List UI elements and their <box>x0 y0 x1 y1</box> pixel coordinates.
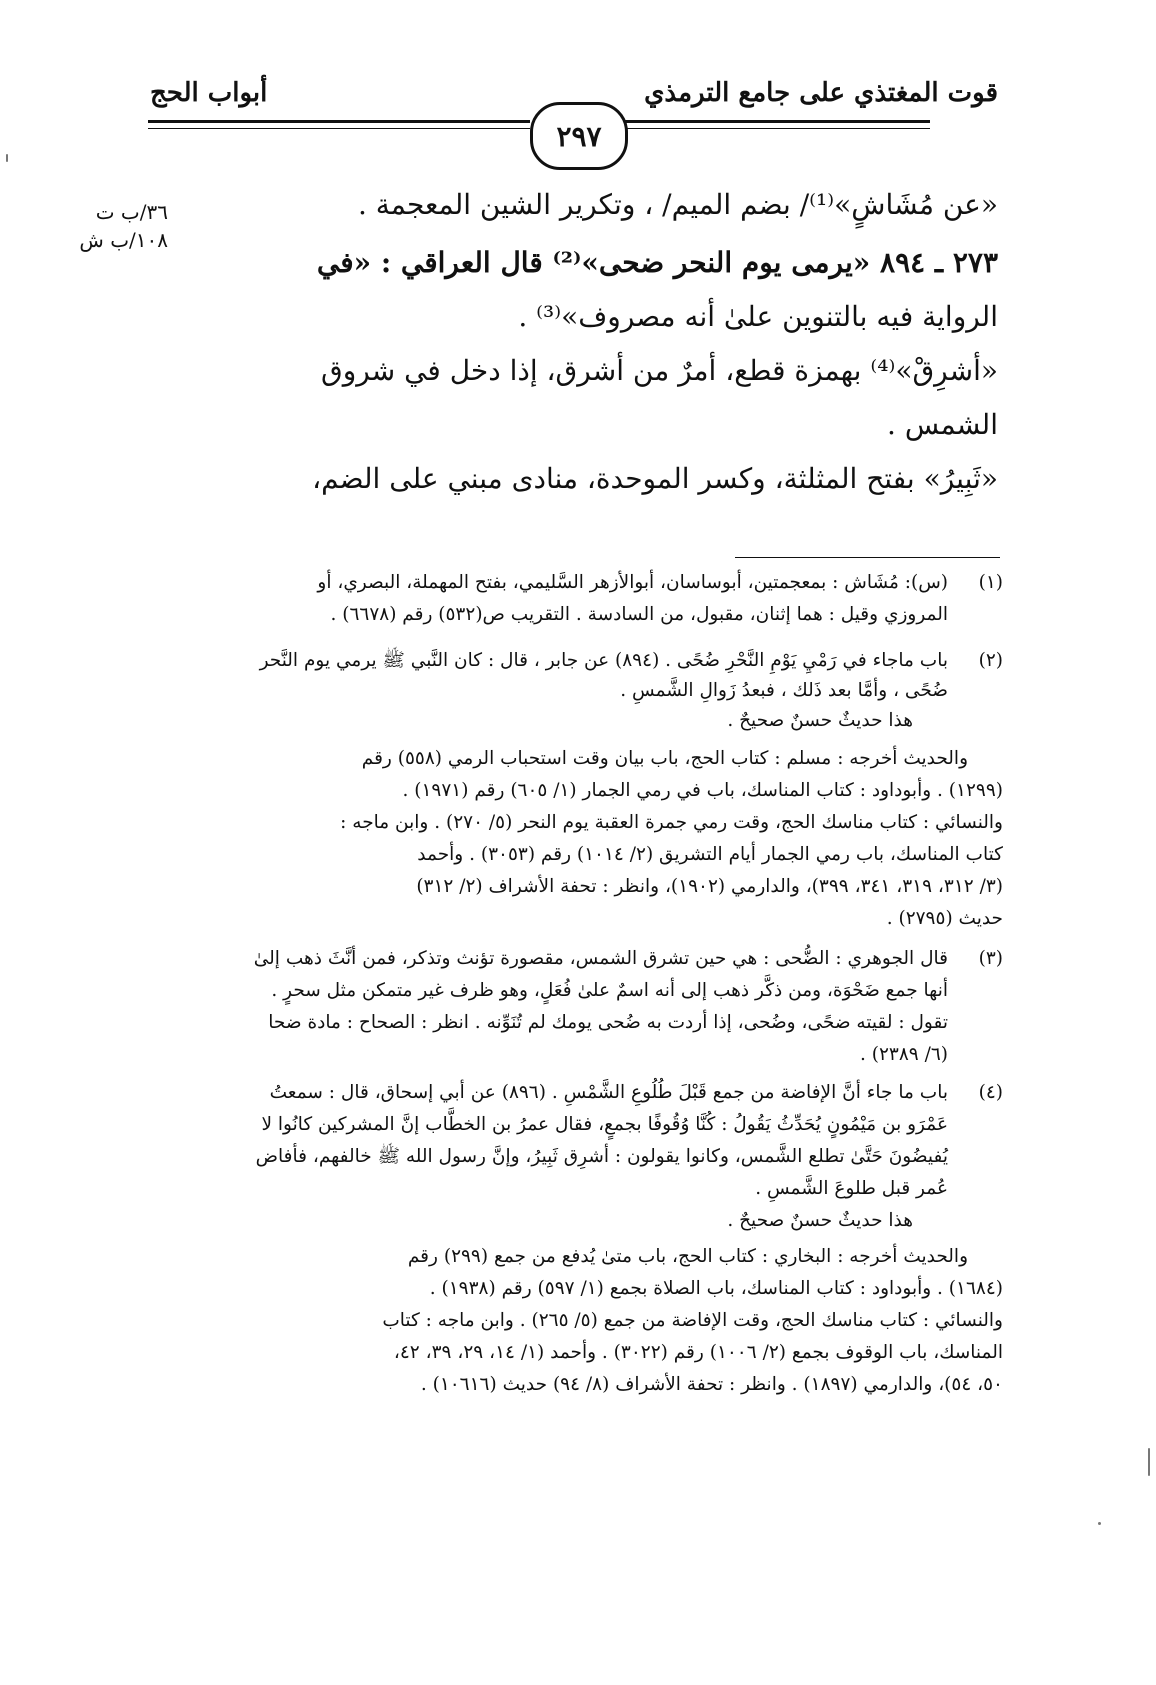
main-text <box>168 180 998 510</box>
footnote-line: (٦/ ٢٣٨٩) . <box>859 1044 948 1065</box>
footnote-line: حديث (٢٧٩٥) . <box>886 908 1003 929</box>
footnote-line: هذا حديثٌ حسنٌ صحيحٌ . <box>727 710 913 731</box>
header-rule-right-bottom <box>622 128 930 129</box>
footnote-separator <box>735 557 1000 558</box>
footnote-line: (٣/ ٣١٢، ٣١٩، ٣٤١، ٣٩٩)، والدارمي (١٩٠٢)، وانظر : تحفة الأشراف (٢/ ٣١٢) <box>416 876 1003 897</box>
footnote-line: تقول : لقيته ضحًى، وضُحى، إذا أردت به ضُحى يومك لم تُنَوِّنه . انظر : الصحاح : مادة ضحا <box>268 1012 948 1033</box>
header-rule-right-top <box>622 120 930 123</box>
body-line: الشمس . <box>887 408 998 441</box>
footnote-line: والنسائي : كتاب مناسك الحج، وقت رمي جمرة العقبة يوم النحر (٥/ ٢٧٠) . وابن ماجه : <box>340 812 1003 833</box>
footnote-line: (١٦٨٤) . وأبوداود : كتاب المناسك، باب الصلاة بجمع (١/ ٥٩٧) رقم (١٩٣٨) . <box>429 1278 1003 1299</box>
footnote-number: (٣) <box>978 948 1003 969</box>
footnote-number: (١) <box>978 572 1003 593</box>
footnote-line: باب ما جاء أنَّ الإفاضة من جمع قَبْلَ طُلُوعِ الشَّمْسِ . (٨٩٦) عن أبي إسحاق، قال : سمعتُ <box>269 1082 948 1103</box>
body-line: «أشرِقْ»⁽⁴⁾ بهمزة قطع، أمرٌ من أشرق، إذا دخل في شروق <box>321 354 998 387</box>
margin-note: ٣٦/ب ت <box>95 200 168 224</box>
header-rule-left-top <box>148 120 530 123</box>
footnote-line: والحديث أخرجه : مسلم : كتاب الحج، باب بيان وقت استحباب الرمي (٥٥٨) رقم <box>361 748 968 769</box>
body-line: ٢٧٣ ـ ٨٩٤ «يرمى يوم النحر ضحى»⁽²⁾ قال العراقي : «في <box>316 246 998 279</box>
footnote-number: (٤) <box>978 1082 1003 1103</box>
book-title: قوت المغتذي على جامع الترمذي <box>644 78 998 108</box>
footnote-number: (٢) <box>978 650 1003 671</box>
footnote-line: المروزي وقيل : هما إثنان، مقبول، من السادسة . التقريب ص(٥٣٢) رقم (٦٦٧٨) . <box>330 604 948 625</box>
header-rule-left-bottom <box>148 128 530 129</box>
page-number: ٢٩٧ <box>530 102 628 170</box>
scan-speck-icon <box>6 154 8 162</box>
footnote-line: كتاب المناسك، باب رمي الجمار أيام التشريق (٢/ ١٠١٤) رقم (٣٠٥٣) . وأحمد <box>417 844 1003 865</box>
body-line: «ثَبِيرُ» بفتح المثلثة، وكسر الموحدة، منادى مبني على الضم، <box>312 462 998 495</box>
footnote-line: والحديث أخرجه : البخاري : كتاب الحج، باب متىٰ يُدفع من جمع (٢٩٩) رقم <box>407 1246 968 1267</box>
footnote-line: والنسائي : كتاب مناسك الحج، وقت الإفاضة من جمع (٥/ ٢٦٥) . وابن ماجه : كتاب <box>382 1310 1003 1331</box>
margin-note: ١٠٨/ب ش <box>79 228 168 252</box>
scan-speck-icon <box>1098 1522 1101 1525</box>
footnote-line: يُفيضُونَ حَتَّىٰ تطلع الشَّمس، وكانوا يقولون : أشرِق ثَبِيرُ، وإنَّ رسول الله ﷺ خالفهم، فأفاض <box>255 1146 948 1167</box>
body-line: «عن مُشَاشٍ»⁽¹⁾/ بضم الميم/ ، وتكرير الشين المعجمة . <box>357 188 998 221</box>
footnote-line: ضُحًى ، وأمَّا بعد ذَلك ، فبعدُ زَوالِ الشَّمسِ . <box>620 680 948 701</box>
scan-speck-icon <box>1148 1448 1150 1476</box>
footnote-line: أنها جمع ضَحْوَة، ومن ذكَّر ذهب إلى أنه اسمٌ علىٰ فُعَلٍ، وهو ظرف غير متمكن مثل سحرٍ . <box>271 980 948 1001</box>
footnote-line: عُمر قبل طلوعَ الشَّمسِ . <box>755 1178 948 1199</box>
footnote-line: ٥٠، ٥٤)، والدارمي (١٨٩٧) . وانظر : تحفة الأشراف (٨/ ٩٤) حديث (١٠٦١٦) . <box>420 1374 1003 1395</box>
section-title: أبواب الحج <box>150 78 268 108</box>
footnote-line: (س): مُشَاش : بمعجمتين، أبوساسان، أبوالأزهر السَّليمي، بفتح المهملة، البصري، أو <box>317 572 948 593</box>
footnote-line: المناسك، باب الوقوف بجمع (٢/ ١٠٠٦) رقم (٣٠٢٢) . وأحمد (١/ ١٤، ٢٩، ٣٩، ٤٢، <box>393 1342 1003 1363</box>
footnote-line: (١٢٩٩) . وأبوداود : كتاب المناسك، باب في رمي الجمار (١/ ٦٠٥) رقم (١٩٧١) . <box>402 780 1003 801</box>
footnote-line: باب ماجاء في رَمْيِ يَوْمِ النَّحْرِ ضُحًى . (٨٩٤) عن جابر ، قال : كان النَّبي ﷺ يرمي يوم النَّحر <box>259 650 948 671</box>
footnote-line: هذا حديثٌ حسنٌ صحيحٌ . <box>727 1210 913 1231</box>
footnote-line: قال الجوهري : الضُّحى : هي حين تشرق الشمس، مقصورة تؤنث وتذكر، فمن أنَّثَ ذهب إلىٰ <box>253 948 948 969</box>
footnote-line: عَمْرَو بن مَيْمُونٍ يُحَدِّثُ يَقُولُ : كُنَّا وُقُوفًا بجمعٍ، فقال عمرُ بن الخطَّاب إنَّ المشركين كانُوا لا <box>261 1114 948 1135</box>
body-line: الرواية فيه بالتنوين علىٰ أنه مصروف»⁽³⁾ . <box>518 300 998 333</box>
